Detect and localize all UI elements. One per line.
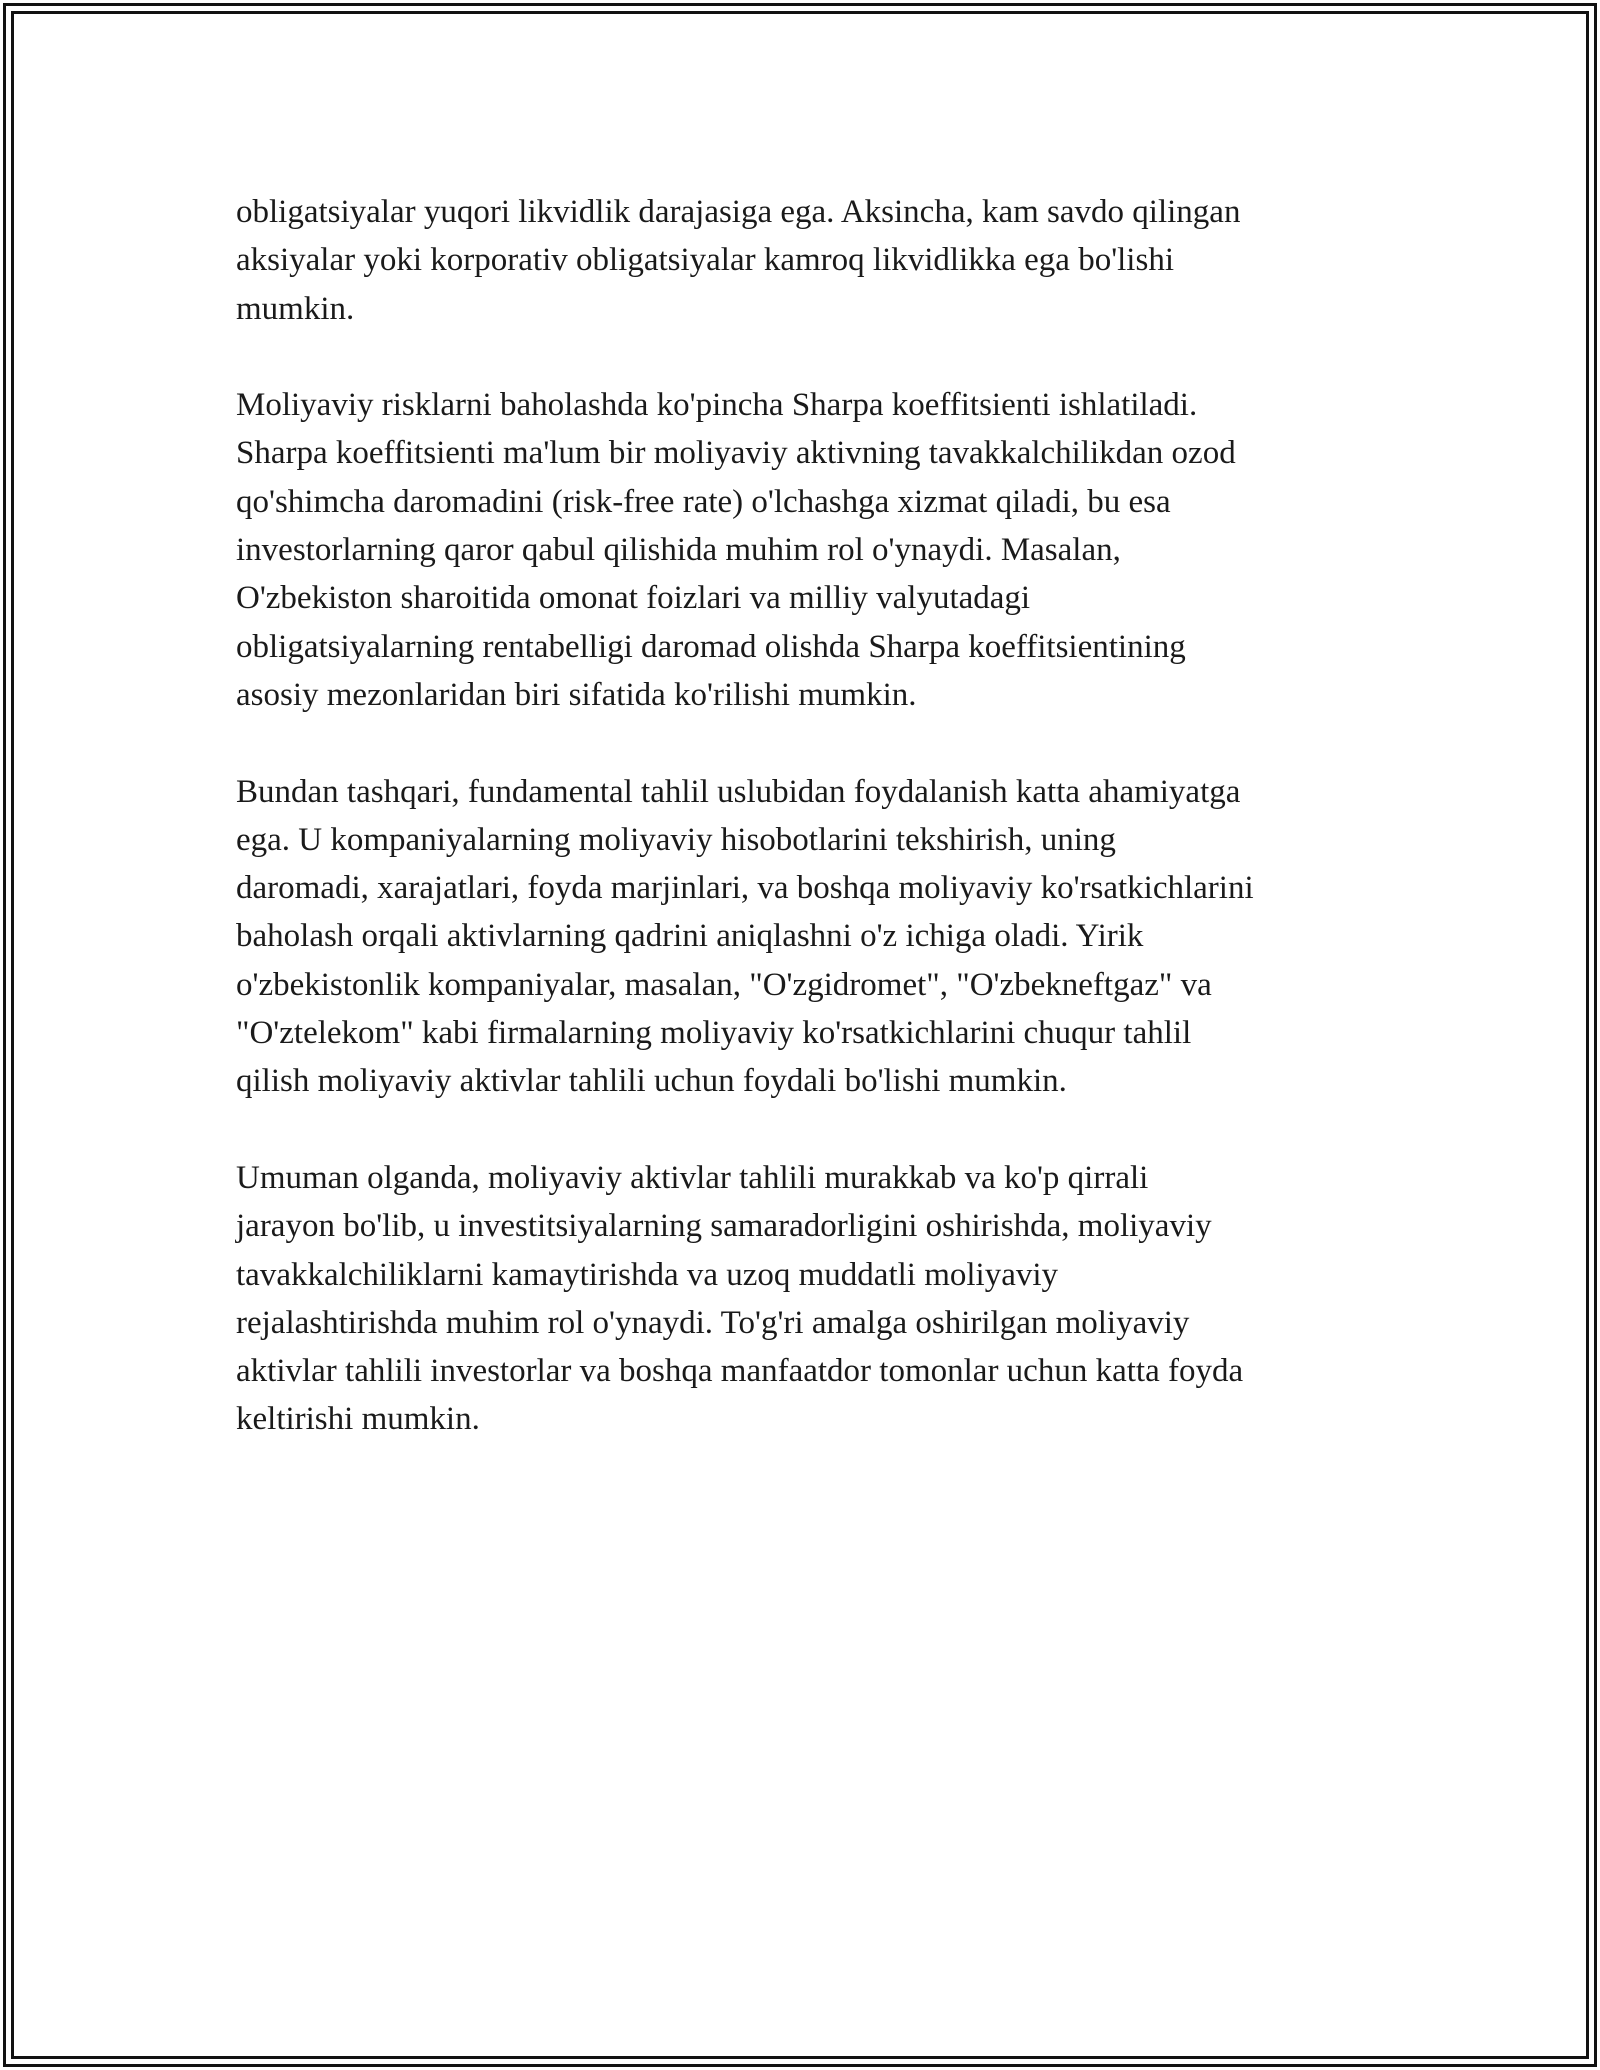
document-body [236, 188, 1386, 1492]
paragraph-sharpe-ratio: Moliyaviy risklarni baholashda ko'pincha Sharpa koeffitsienti ishlatiladi. Sharpa koeffitsienti ma'lum bir moliyaviy aktivning tavakkalchilikdan ozod qo'shimcha daromadini (risk-free rate) o'lchashga xizmat qiladi, bu esa investorlarning qaror qabul qilishida muhim rol o'ynaydi. Masalan, O'zbekiston sharoitida omonat foizlari va milliy valyutadagi obligatsiyalarning rentabelligi daromad olishda Sharpa koeffitsientining asosiy mezonlaridan biri sifatida ko'rilishi mumkin. [236, 387, 1236, 713]
paragraph-liquidity: obligatsiyalar yuqori likvidlik darajasiga ega. Aksincha, kam savdo qilingan aksiyalar yoki korporativ obligatsiyalar kamroq likvidlikka ega bo'lishi mumkin. [236, 194, 1241, 327]
paragraph-conclusion: Umuman olganda, moliyaviy aktivlar tahlili murakkab va ko'p qirrali jarayon bo'lib, u investitsiyalarning samaradorligini oshirishda, moliyaviy tavakkalchiliklarni kamaytirishda va uzoq muddatli moliyaviy rejalashtirishda muhim rol o'ynaydi. To'g'ri amalga oshirilgan moliyaviy aktivlar tahlili investorlar va boshqa manfaatdor tomonlar uchun katta foyda keltirishi mumkin. [236, 1159, 1244, 1438]
paragraph-fundamental-analysis: Bundan tashqari, fundamental tahlil uslubidan foydalanish katta ahamiyatga ega. U kompaniyalarning moliyaviy hisobotlarini tekshirish, uning daromadi, xarajatlari, foyda marjinlari, va boshqa moliyaviy ko'rsatkichlarini baholash orqali aktivlarning qadrini aniqlashni o'z ichiga oladi. Yirik o'zbekistonlik kompaniyalar, masalan, "O'zgidromet", "O'zbekneftgaz" va "O'ztelekom" kabi firmalarning moliyaviy ko'rsatkichlarini chuqur tahlil qilish moliyaviy aktivlar tahlili uchun foydali bo'lishi mumkin. [236, 773, 1254, 1100]
